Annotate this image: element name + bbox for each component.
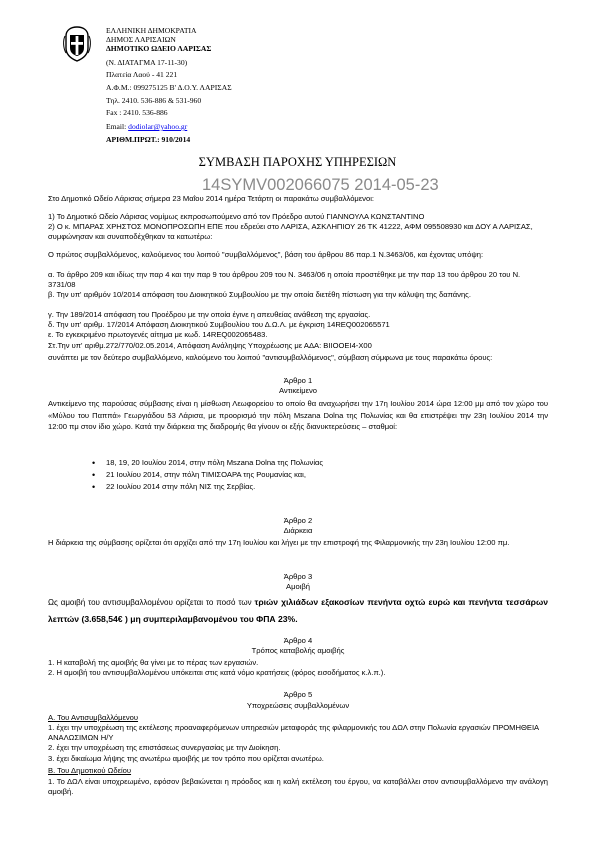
intro-text: Στο Δημοτικό Ωδείο Λάρισας σήμερα 23 Μαΐου 2014 ημέρα Τετάρτη οι παρακάτω συμβαλλόμενοι: [48,194,375,203]
recital-e: ε. Το εγκεκριμένο πρωτογενές αίτημα με κωδ. 14REQ002065483. [48,330,268,339]
recital-c: γ. Την 189/2014 απόφαση του Προέδρου με την οποία έγινε η απευθείας ανάθεση της εργασίας. [48,310,371,319]
recital-intro: Ο πρώτος συμβαλλόμενος, καλούμενος του λοιπού "συμβαλλόμενος", βάση του άρθρου 86 παρ.1 Ν.3463/06, και έχοντας υπόψη: [48,250,484,259]
header-email-row [106,122,187,131]
article5-b-item-1: 1. Το ΔΩΛ είναι υποχρεωμένο, εφόσον βεβαιώνεται η πρόοδος και η καλή εκτέλεση του έργου, να καταβάλλει στον αντισυμβαλλόμενο την ανάλογη αμοιβή. [48,777,548,796]
article4-item-1: 1. Η καταβολή της αμοιβής θα γίνει με το πέρας των εργασιών. [48,658,259,667]
recital-f: Στ.Την υπ' αριθμ.272/770/02.05.2014, Απόφαση Ανάληψης Υποχρέωσης με ΑΔΑ: ΒΙΙΟΟΕΙ4-Χ00 [48,341,372,350]
article3-text-start: Ως αμοιβή του αντισυμβαλλομένου ορίζεται το ποσό των [48,598,255,607]
list-item: • 18, 19, 20 Ιουλίου 2014, στην πόλη Mszana Dolna της Πολωνίας [92,457,323,469]
recital-b: β. Την υπ' αριθμόν 10/2014 απόφαση του Διοικητικού Συμβουλίου με την οποία διετέθη πίστωση για την κάλυψη της δαπάνης. [48,290,471,299]
header-line-decree: (Ν. ΔΙΑΤΑΓΜΑ 17-11-30) [106,58,188,67]
recital-d: δ. Την υπ' αριθμ. 17/2014 Απόφαση Διοικητικού Συμβουλίου του Δ.Ω.Λ. με έγκριση 14REQ002065571 [48,320,390,329]
header-line-organization: ΔΗΜΟΤΙΚΟ ΩΔΕΙΟ ΛΑΡΙΣΑΣ [106,44,212,53]
agreement-intro: συνάπτει με τον δεύτερο συμβαλλόμενο, καλούμενο του λοιπού "αντισυμβαλλόμενος", σύμβαση σύμφωνα με τους παρακάτω όρους: [48,353,493,362]
article3-heading: Άρθρο 3 [283,572,313,581]
article2-subheading: Διάρκεια [283,526,313,535]
article3-text [48,594,548,628]
recital-a: α. Το άρθρο 209 και ιδίως την παρ 4 και την παρ 9 του άρθρου 209 του Ν. 3463/06 η οποία προστέθηκε με την παρ 13 του άρθρου 20 του Ν. 3731/08 [48,270,521,289]
article4-subheading: Τρόπος καταβολής αμοιβής [251,646,345,655]
list-item: • 21 Ιουλίου 2014, στην πόλη ΤΙΜΙΣΟΑΡΑ της Ρουμανίας και, [92,469,323,481]
header-protocol-number: ΑΡΙΘΜ.ΠΡΩΤ.: 910/2014 [106,135,191,144]
header-line-municipality: ΔΗΜΟΣ ΛΑΡΙΣΑΙΩΝ [106,35,176,44]
article5-a-item-3: 3. έχει δικαίωμα λήψης της ανωτέρω αμοιβής με τον τρόπο που ορίζεται ανωτέρω. [48,754,324,763]
article1-subheading: Αντικείμενο [278,386,318,395]
article2-text: Η διάρκεια της σύμβασης ορίζεται ότι αρχίζει από την 17η Ιουλίου και λήγει με την επιστροφή της Φιλαρμονικής την 23η Ιουλίου 12:00 πμ. [48,538,510,547]
header-line-country: ΕΛΛΗΝΙΚΗ ΔΗΜΟΚΡΑΤΙΑ [106,26,197,35]
article3-amount: τριών χιλιάδων εξακοσίων πενήντα οχτώ ευρώ και πενήντα τεσσάρων λεπτών (3.658,54€ ) μη συμπεριλαμβανομένου του ΦΠΑ 23%. [48,597,549,624]
coat-of-arms-emblem [62,26,92,62]
article4-heading: Άρθρο 4 [283,636,313,645]
ada-stamp: 14SYMV002066075 2014-05-23 [202,176,439,194]
article5-heading: Άρθρο 5 [283,690,313,699]
article5-section-b: Β. Του Δημοτικού Ωδείου [48,766,132,775]
article4-item-2: 2. Η αμοιβή του αντισυμβαλλομένου υπόκειται στις κατά νόμο κρατήσεις (φόρος εισοδήματος κ.λ.π.). [48,668,386,677]
header-email-link[interactable]: dodiolar@yahoo.gr [128,122,188,131]
list-item: • 22 Ιουλίου 2014 στην πόλη ΝΙΣ της Σερβίας. [92,481,323,493]
party-2: 2) Ο κ. ΜΠΑΡΑΣ ΧΡΗΣΤΟΣ ΜΟΝΟΠΡΟΣΩΠΗ ΕΠΕ που εδρεύει στο ΛΑΡΙΣΑ, ΑΣΚΛΗΠΙΟΥ 26 ΤΚ 41222, ΑΦΜ 095508930 και ΔΟΥ Α ΛΑΡΙΣΑΣ, συμφώνησαν και συναποδέχθηκαν τα κατωτέρω: [48,222,533,241]
header-line-tax-id: Α.Φ.Μ.: 099275125 Β' Δ.Ο.Υ. ΛΑΡΙΣΑΣ [106,83,232,92]
header-line-fax: Fax : 2410. 536-886 [106,108,168,117]
document-title: ΣΥΜΒΑΣΗ ΠΑΡΟΧΗΣ ΥΠΗΡΕΣΙΩΝ [198,155,397,169]
article5-section-a: Α. Του Αντισυμβαλλόμενου [48,713,139,722]
header-line-address: Πλατεία Λαού - 41 221 [106,70,178,79]
article1-heading: Άρθρο 1 [283,376,313,385]
article3-subheading: Αμοιβή [286,582,310,591]
article5-subheading: Υποχρεώσεις συμβαλλομένων [246,701,350,710]
article5-a-item-1: 1. έχει την υποχρέωση της εκτέλεσης προαναφερόμενων υπηρεσιών μεταφοράς της φιλαρμονικής του ΔΩΛ στην Πολωνία εργασιών ΠΡΟΜΗΘΕΙΑ ΑΝΑΛΩΣΙΜΩΝ Η/Υ [48,723,539,742]
article2-heading: Άρθρο 2 [283,516,313,525]
article1-stops-list [92,457,323,493]
party-1: 1) Το Δημοτικό Ωδείο Λάρισας νομίμως εκπροσωπούμενο από τον Πρόεδρο αυτού ΓΙΑΝΝΟΥΛΑ ΚΩΝΣΤΑΝΤΙΝΟ [48,212,425,221]
header-email-label: Email: [106,122,127,131]
article5-a-item-2: 2. έχει την υποχρέωση της επιστάσεως συνεργασίας με την Διοίκηση. [48,743,281,752]
header-line-phone: Τηλ. 2410. 536-886 & 531-960 [106,96,202,105]
article1-text: Αντικείμενο της παρούσας σύμβασης είναι η μίσθωση Λεωφορείου το οποίο θα αναχωρήσει την 17η Ιουλίου 2014 ώρα 12:00 μμ από τον χώρο του «Μύλου του Παππά» Γεωργιάδου 53 Λάρισα, με προορισμό την πόλη Mszana Dolna της Πολωνίας και θα επιστρέψει την 23η Ιουλίου 2014 την 12:00 πμ στον ίδιο χώρο. Κατά την διάρκεια της διαδρομής θα γίνουν οι εξής διανυκτερεύσεις – σταθμοί: [48,399,548,431]
